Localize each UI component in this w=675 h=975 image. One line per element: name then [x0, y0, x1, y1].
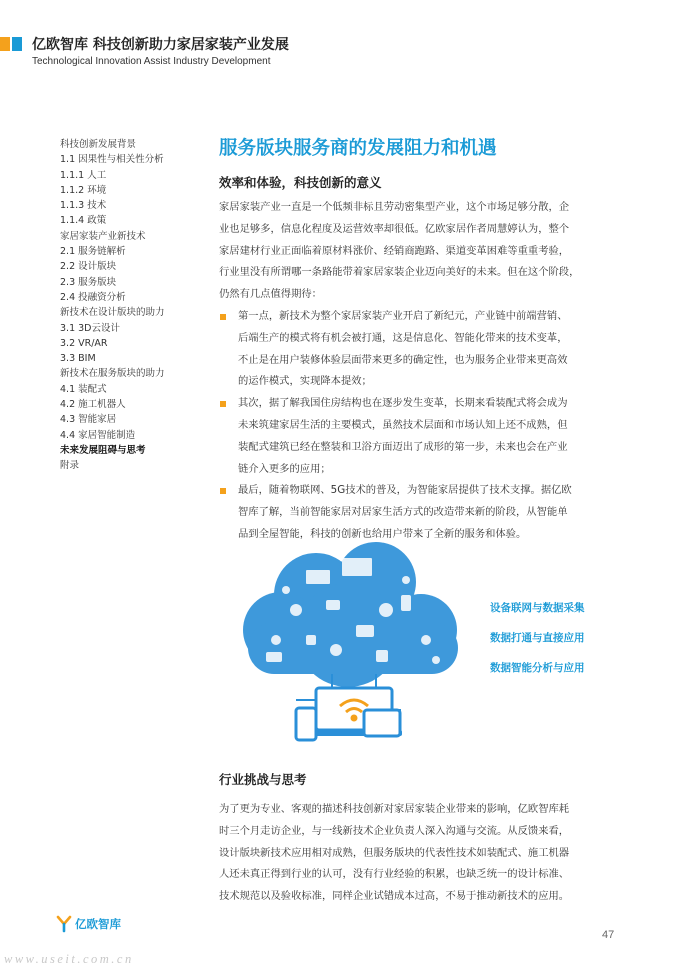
- cloud-devices-illustration: [236, 540, 466, 745]
- text-line: 业也足够多，信息化程度及运营效率却很低。亿欧家居作者周慧婷认为，整个: [219, 222, 570, 235]
- text-line: 智库了解，当前智能家居对居家生活方式的改造带来新的阶段，从智能单: [238, 506, 568, 519]
- text-line: 家居建材行业正面临着原材料涨价、经销商跑路、渠道变革困难等重重考验，: [219, 244, 570, 257]
- feature-label: 设备联网与数据采集: [490, 602, 585, 614]
- text-line: 家居家装产业一直是一个低频非标且劳动密集型产业，这个市场足够分散，企: [219, 201, 570, 213]
- toc-item[interactable]: 1.1.2 环境: [60, 184, 107, 196]
- toc-item[interactable]: 3.2 VR/AR: [60, 337, 108, 349]
- toc-item[interactable]: 新技术在设计版块的助力: [60, 307, 165, 319]
- text-line: 未来筑建家居生活的主要模式，虽然技术层面和市场认知上还不成熟，但: [238, 418, 568, 431]
- text-line: 链介入更多的应用；: [238, 462, 331, 475]
- header-subtitle: Technological Innovation Assist Industry Development: [32, 56, 271, 67]
- toc-item-active[interactable]: 未来发展阻碍与思考: [60, 444, 146, 456]
- section-body: [219, 799, 617, 908]
- logo-icon: [56, 915, 72, 933]
- feature-label: 数据智能分析与应用: [490, 662, 585, 674]
- text-line: 装配式建筑已经在整装和卫浴方面迈出了成形的第一步，未来也会在产业: [238, 440, 568, 453]
- text-line: 行业里没有所谓哪一条路能带着家居家装企业迈向美好的未来。但在这个阶段，: [219, 266, 580, 279]
- toc-item[interactable]: 科技创新发展背景: [60, 139, 137, 150]
- toc-item[interactable]: 1.1.4 政策: [60, 215, 107, 227]
- page-title: 服务版块服务商的发展阻力和机遇: [219, 138, 497, 159]
- header-accent-blue: [12, 37, 22, 51]
- bullet-item: [219, 480, 617, 545]
- toc-item[interactable]: 2.2 设计版块: [60, 261, 117, 273]
- text-line: 设计版块新技术应用相对成熟，但服务版块的代表性技术如装配式、施工机器: [219, 846, 570, 859]
- toc-item[interactable]: 2.4 投融资分析: [60, 291, 126, 303]
- bullet-square-icon: [220, 314, 226, 320]
- toc-item[interactable]: 2.1 服务链解析: [60, 246, 126, 258]
- toc-item[interactable]: 4.2 施工机器人: [60, 399, 126, 411]
- tablet-icon: [364, 710, 400, 736]
- text-line: 其次，据了解我国住房结构也在逐步发生变革，长期来看装配式将会成为: [238, 397, 568, 410]
- bullet-square-icon: [220, 488, 226, 494]
- toc-item[interactable]: 家居家装产业新技术: [60, 230, 146, 242]
- toc-item[interactable]: 2.3 服务版块: [60, 276, 117, 288]
- phone-icon: [296, 708, 316, 740]
- toc-item[interactable]: 1.1.3 技术: [60, 200, 107, 212]
- bullet-item: [219, 393, 617, 480]
- text-line: 不止是在用户装修体验层面带来更多的确定性，也为服务企业带来更高效: [238, 353, 568, 366]
- text-line: 最后，随着物联网、5G技术的普及，为智能家居提供了技术支撑。据亿欧: [238, 484, 572, 497]
- table-of-contents: [60, 137, 220, 474]
- toc-item[interactable]: 4.4 家居智能制造: [60, 429, 136, 441]
- section-heading: 效率和体验，科技创新的意义: [219, 175, 382, 190]
- bullet-square-icon: [220, 401, 226, 407]
- watermark: www.useit.com.cn: [4, 952, 134, 966]
- toc-item[interactable]: 新技术在服务版块的助力: [60, 368, 165, 380]
- feature-label: 数据打通与直接应用: [490, 632, 585, 644]
- footer-logo: [56, 915, 121, 933]
- bullet-item: [219, 306, 617, 393]
- page-number: 47: [602, 929, 615, 941]
- intro-paragraph: [219, 197, 617, 306]
- logo-text: 亿欧智库: [75, 917, 121, 931]
- text-line: 人还未真正得到行业的认可，没有行业经验的积累，也缺乏统一的设计标准、: [219, 868, 570, 881]
- toc-item[interactable]: 附录: [60, 460, 80, 472]
- text-line: 为了更为专业、客观的描述科技创新对家居家装企业带来的影响，亿欧智库耗: [219, 803, 570, 815]
- section-body: [219, 197, 617, 546]
- toc-item[interactable]: 1.1.1 人工: [60, 169, 107, 181]
- text-line: 技术规范以及验收标准，同样企业试错成本过高，不易于推动新技术的应用。: [219, 890, 570, 903]
- text-line: 第一点，新技术为整个家居家装产业开启了新纪元，产业链中前端营销、: [238, 309, 568, 322]
- text-line: 品到全屋智能，科技的创新也给用户带来了全新的服务和体验。: [238, 527, 527, 540]
- toc-item[interactable]: 3.3 BIM: [60, 353, 96, 365]
- section-heading: 行业挑战与思考: [219, 772, 307, 787]
- toc-item[interactable]: 4.3 智能家居: [60, 414, 117, 426]
- toc-item[interactable]: 4.1 装配式: [60, 383, 107, 395]
- header-accent-orange: [0, 37, 10, 51]
- text-line: 后端生产的模式将有机会被打通，这是信息化、智能化带来的技术变革，: [238, 331, 568, 344]
- header-title: 亿欧智库 科技创新助力家居家装产业发展: [32, 37, 289, 53]
- toc-item[interactable]: 1.1 因果性与相关性分析: [60, 154, 164, 166]
- toc-item[interactable]: 3.1 3D云设计: [60, 322, 120, 334]
- text-line: 的运作模式，实现降本提效；: [238, 375, 372, 388]
- text-line: 时三个月走访企业，与一线新技术企业负责人深入沟通与交流。从反馈来看，: [219, 824, 570, 837]
- text-line: 仍然有几点值得期待：: [219, 288, 322, 301]
